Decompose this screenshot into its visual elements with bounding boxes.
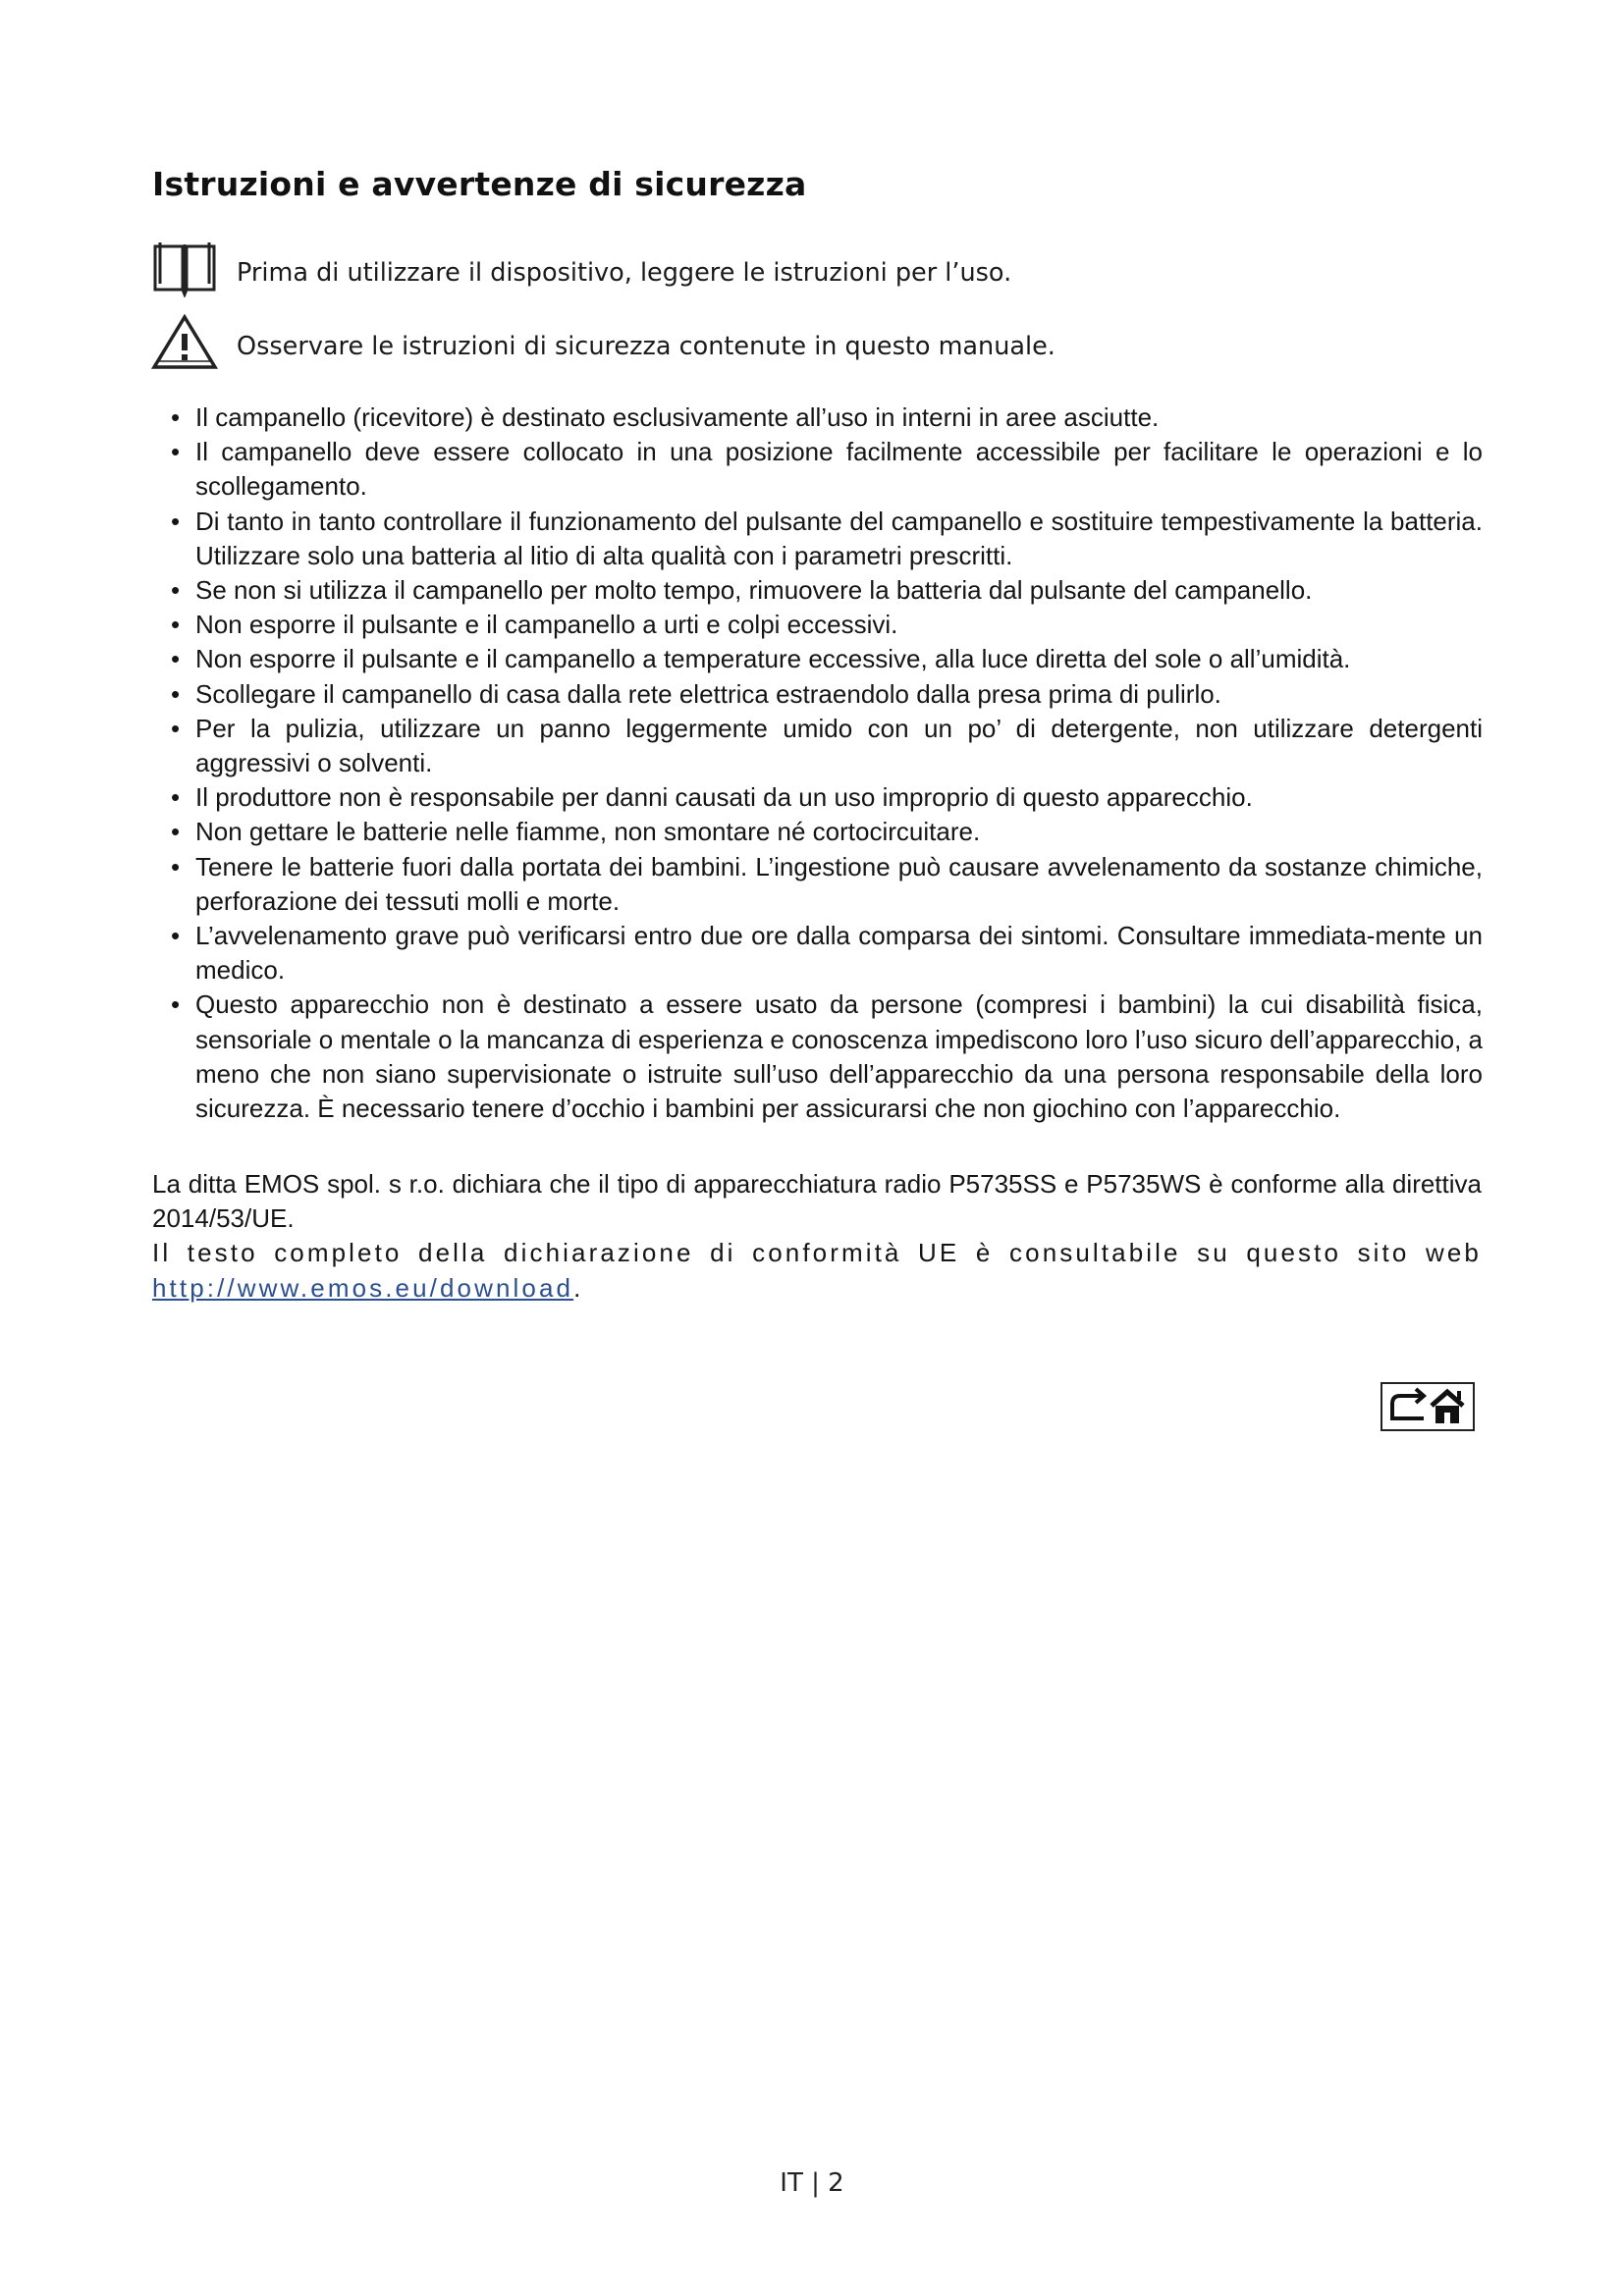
list-item: • Non esporre il pulsante e il campanello a urti e colpi eccessivi. xyxy=(167,608,1483,642)
notice-read-manual xyxy=(151,240,1329,305)
conformity-end: . xyxy=(573,1272,584,1303)
return-home-button[interactable] xyxy=(1380,1382,1475,1431)
list-item: • Il produttore non è responsabile per danni causati da un uso improprio di questo apparecchio. xyxy=(167,780,1483,815)
closing-statements xyxy=(152,1167,1482,1306)
list-item: • Scollegare il campanello di casa dalla rete elettrica estraendolo dalla presa prima di pulirlo. xyxy=(167,677,1483,712)
declaration-text: La ditta EMOS spol. s r.o. dichiara che il tipo di apparecchiatura radio P5735SS e P5735WS è conforme alla direttiva 2014/53/UE. xyxy=(152,1169,1482,1234)
list-item: • Questo apparecchio non è destinato a essere usato da persone (compresi i bambini) la cui disabilità fisica, sensoriale o mentale o la mancanza di esperienza e conoscenza impediscono loro l’uso sicuro dell’apparecchio, a meno che non siano supervisionate o istruite sull’uso dell’apparecchio da una persona responsabile della loro sicurezza. È necessario tenere d’occhio i bambini per assicurarsi che non giochino con l’apparecchio. xyxy=(167,988,1483,1126)
conformity-paragraph xyxy=(152,1236,1482,1305)
list-item: • Tenere le batterie fuori dalla portata dei bambini. L’ingestione può causare avvelenamento da sostanze chimiche, perforazione dei tessuti molli e morte. xyxy=(167,850,1483,919)
page-number: IT | 2 xyxy=(780,2168,844,2198)
list-item: • Se non si utilizza il campanello per molto tempo, rimuovere la batteria dal pulsante del campanello. xyxy=(167,573,1483,608)
list-item: • Di tanto in tanto controllare il funzionamento del pulsante del campanello e sostituire tempestivamente la batteria. Utilizzare solo una batteria al litio di alta qualità con i parametri prescritti. xyxy=(167,505,1483,573)
list-item: • Per la pulizia, utilizzare un panno leggermente umido con un po’ di detergente, non utilizzare detergenti aggressivi o solventi. xyxy=(167,712,1483,780)
conformity-text: Il testo completo della dichiarazione di conformità UE è consultabile su questo sito web xyxy=(152,1238,1482,1268)
list-item: • L’avvelenamento grave può verificarsi entro due ore dalla comparsa dei sintomi. Consultare immediata-mente un medico. xyxy=(167,919,1483,988)
list-item: • Non gettare le batterie nelle fiamme, non smontare né cortocircuitare. xyxy=(167,815,1483,849)
list-item: • Il campanello (ricevitore) è destinato esclusivamente all’uso in interni in aree asciutte. xyxy=(167,400,1483,435)
page-title: Istruzioni e avvertenze di sicurezza xyxy=(152,165,807,203)
download-link[interactable]: http://www.emos.eu/download xyxy=(152,1272,574,1303)
notice-text: Prima di utilizzare il dispositivo, leggere le istruzioni per l’uso. xyxy=(237,258,1012,288)
notice-text: Osservare le istruzioni di sicurezza contenute in questo manuale. xyxy=(237,332,1056,361)
safety-bullet-list xyxy=(167,400,1483,1126)
list-item: • Non esporre il pulsante e il campanello a temperature eccessive, alla luce diretta del sole o all’umidità. xyxy=(167,642,1483,676)
list-item: • Il campanello deve essere collocato in una posizione facilmente accessibile per facilitare le operazioni e lo scollegamento. xyxy=(167,435,1483,504)
warning-triangle-icon xyxy=(151,314,218,375)
notice-observe-safety xyxy=(151,314,1329,379)
manual-book-icon xyxy=(151,240,218,301)
